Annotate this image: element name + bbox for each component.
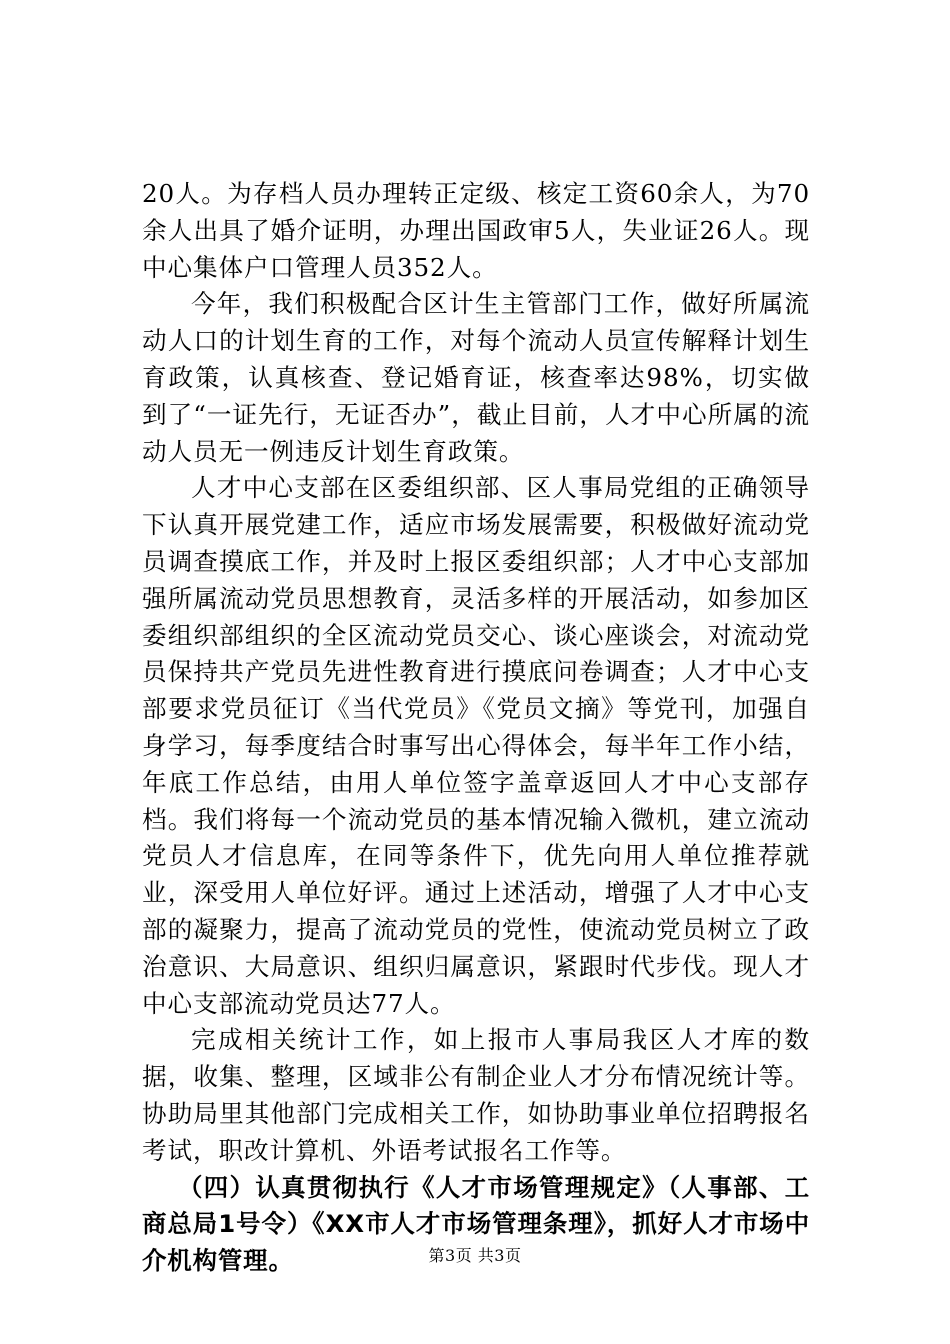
paragraph-family-planning: 今年，我们积极配合区计生主管部门工作，做好所属流动人口的计划生育的工作，对每个流动人员宣传解释计划生育政策，认真核查、登记婚育证，核查率达98%，切实做到了“一证先行，无证否办”，截止目前，人才中心所属的流动人员无一例违反计划生育政策。	[142, 289, 810, 466]
paragraph-statistics-work: 完成相关统计工作，如上报市人事局我区人才库的数据，收集、整理，区域非公有制企业人才分布情况统计等。协助局里其他部门完成相关工作，如协助事业单位招聘报名考试，职改计算机、外语考试报名工作等。	[142, 1025, 810, 1165]
paragraph-party-building: 人才中心支部在区委组织部、区人事局党组的正确领导下认真开展党建工作，适应市场发展需要，积极做好流动党员调查摸底工作，并及时上报区委组织部；人才中心支部加强所属流动党员思想教育，灵活多样的开展活动，如参加区委组织部组织的全区流动党员交心、谈心座谈会，对流动党员保持共产党员先进性教育进行摸底问卷调查；人才中心支部要求党员征订《当代党员》《党员文摘》等党刊，加强自身学习，每季度结合时事写出心得体会，每半年工作小结，年底工作总结，由用人单位签字盖章返回人才中心支部存档。我们将每一个流动党员的基本情况输入微机，建立流动党员人才信息库，在同等条件下，优先向用人单位推荐就业，深受用人单位好评。通过上述活动，增强了人才中心支部的凝聚力，提高了流动党员的党性，使流动党员树立了政治意识、大局意识、组织归属意识，紧跟时代步伐。现人才中心支部流动党员达77人。	[142, 473, 810, 1018]
page-footer: 第3页 共3页	[428, 1246, 522, 1265]
section-heading-four: （四）认真贯彻执行《人才市场管理规定》（人事部、工商总局1号令）《XX市人才市场管理条理》，抓好人才市场中介机构管理。	[142, 1172, 810, 1276]
paragraph-archive-stats: 20人。为存档人员办理转正定级、核定工资60余人，为70余人出具了婚介证明，办理出国政审5人，失业证26人。现中心集体户口管理人员352人。	[142, 179, 810, 282]
document-body	[142, 176, 810, 1280]
